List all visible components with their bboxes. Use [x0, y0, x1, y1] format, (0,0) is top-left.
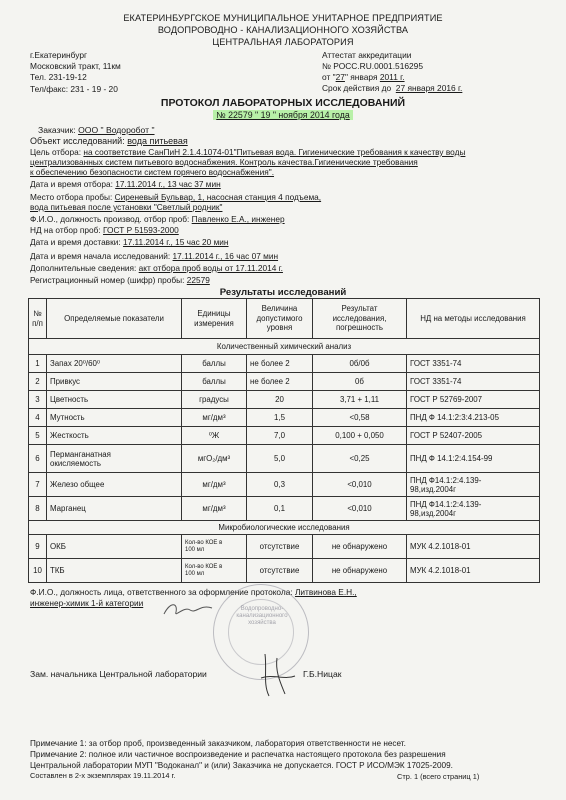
table-row: 4 Мутность мг/дм³ 1,5 <0,58 ПНД Ф 14.1:2:3:4.213-05 — [29, 409, 540, 427]
sampling-field: Дата и время отбора: 17.11.2014 г., 13 час 37 мин — [30, 179, 221, 189]
sampler-field: Ф.И.О., должность производ. отбор проб: Павленко Е.А., инженер — [30, 214, 285, 224]
registration-field: Регистрационный номер (шифр) пробы: 22579 — [30, 275, 210, 285]
place-field: Место отбора пробы: Сиреневый Бульвар, 1, насосная станция 4 подъема, — [30, 192, 322, 202]
address-phone: Тел. 231-19-12 — [30, 72, 87, 82]
delivery-field: Дата и время доставки: 17.11.2014 г., 15 час 20 мин — [30, 237, 229, 247]
note-3: Центральной лаборатории МУП "Водоканал" и (или) Заказчика не допускается. ГОСТ Р ИСО/МЭК 17025-2009. — [30, 761, 453, 770]
head-signature — [255, 650, 300, 700]
accreditation-date: от "27" января 2011 г. — [322, 72, 405, 82]
table-row: 2 Привкус баллы не более 2 0б ГОСТ 3351-74 — [29, 373, 540, 391]
col-header-indicator: Определяемые показатели — [47, 299, 182, 339]
section-row-chemical: Количественный химический анализ — [29, 339, 540, 355]
page-number: Стр. 1 (всего страниц 1) — [397, 772, 480, 781]
results-title: Результаты исследований — [219, 287, 347, 298]
address-street: Московский тракт, 11км — [30, 61, 121, 71]
table-row: 1 Запах 20⁰/60⁰ баллы не более 2 0б/0б ГОСТ 3351-74 — [29, 355, 540, 373]
table-header-row — [29, 299, 540, 339]
org-name-line3: ЦЕНТРАЛЬНАЯ ЛАБОРАТОРИЯ — [212, 37, 354, 47]
extra-info-field: Дополнительные сведения: акт отбора проб воды от 17.11.2014 г. — [30, 263, 283, 273]
table-row: 3 Цветность градусы 20 3,71 + 1,11 ГОСТ Р 52769-2007 — [29, 391, 540, 409]
place-line2: вода питьевая после установки "Светлый родник" — [30, 202, 223, 212]
section-row-microbiological: Микробиологические исследования — [29, 521, 540, 535]
col-header-method: НД на методы исследования — [407, 299, 540, 339]
purpose-line2: централизованных систем питьевого водоснабжения. Контроль качества.Гигиенические требования — [30, 157, 418, 167]
table-row: 5 Жесткость ⁰Ж 7,0 0,100 + 0,050 ГОСТ Р 52407-2005 — [29, 427, 540, 445]
note-1: Примечание 1: за отбор проб, произведенный заказчиком, лаборатория ответственности не несет. — [30, 739, 406, 748]
col-header-limit: Величина допустимого уровня — [247, 299, 313, 339]
purpose-line3: к обеспечению безопасности систем горячего водоснабжения". — [30, 167, 275, 177]
table-row: 10 ТКБ Кол-во КОЕ в 100 мл отсутствие не обнаружено МУК 4.2.1018-01 — [29, 559, 540, 583]
address-city: г.Екатеринбург — [30, 50, 88, 60]
protocol-number: № 22579 " 19 " ноября 2014 года — [0, 110, 566, 120]
customer-field: Заказчик: ООО " Водоробот " — [38, 125, 155, 135]
sampling-standard-field: НД на отбор проб: ГОСТ Р 51593-2000 — [30, 225, 179, 235]
table-row: 9 ОКБ Кол-во КОЕ в 100 мл отсутствие не обнаружено МУК 4.2.1018-01 — [29, 535, 540, 559]
start-field: Дата и время начала исследований: 17.11.2014 г., 16 час 07 мин — [30, 251, 279, 261]
responsible-person: Ф.И.О., должность лица, ответственного за оформление протокола: Литвинова Е.Н., — [30, 587, 357, 597]
col-header-result: Результат исследования, погрешность — [313, 299, 407, 339]
object-field: Объект исследований: вода питьевая — [30, 136, 188, 146]
head-title: Зам. начальника Центральной лаборатории — [30, 669, 207, 679]
col-header-unit: Единицы измерения — [182, 299, 247, 339]
org-name-line1: ЕКАТЕРИНБУРГСКОЕ МУНИЦИПАЛЬНОЕ УНИТАРНОЕ ПРЕДПРИЯТИЕ — [123, 13, 443, 23]
accreditation-number: № РОСС.RU.0001.516295 — [322, 61, 423, 71]
table-row: 8 Марганец мг/дм³ 0,1 <0,010 ПНД Ф14.1:2:4.139- 98,изд.2004г — [29, 497, 540, 521]
org-name-line2: ВОДОПРОВОДНО - КАНАЛИЗАЦИОННОГО ХОЗЯЙСТВА — [157, 25, 409, 35]
head-name: Г.Б.Ницак — [303, 669, 342, 679]
accreditation-label: Аттестат аккредитации — [322, 50, 412, 60]
responsible-position: инженер-химик 1-й категории — [30, 598, 144, 608]
results-table — [28, 298, 540, 583]
stamp-text: Водопроводно-канализационного хозяйства — [236, 606, 288, 626]
copies-note: Составлен в 2-х экземплярах 19.11.2014 г. — [30, 771, 176, 780]
protocol-title: ПРОТОКОЛ ЛАБОРАТОРНЫХ ИССЛЕДОВАНИЙ — [160, 97, 406, 109]
address-fax: Тел/факс: 231 - 19 - 20 — [30, 84, 118, 94]
col-header-number: № п/п — [29, 299, 47, 339]
purpose-field: Цель отбора: на соответствие СанПиН 2.1.4.1074-01"Питьевая вода. Гигиенические требования к качеству воды — [30, 147, 466, 157]
executor-signature — [160, 598, 220, 620]
accreditation-validity: Срок действия до 27 января 2016 г. — [322, 83, 463, 93]
table-row: 7 Железо общее мг/дм³ 0,3 <0,010 ПНД Ф14.1:2:4.139- 98,изд.2004г — [29, 473, 540, 497]
note-2: Примечание 2: полное или частичное воспроизведение и распечатка настоящего протокола без разрешения — [30, 750, 446, 759]
table-row: 6 Перманганатная окисляемость мгО₂/дм³ 5,0 <0,25 ПНД Ф 14.1:2:4.154-99 — [29, 445, 540, 473]
